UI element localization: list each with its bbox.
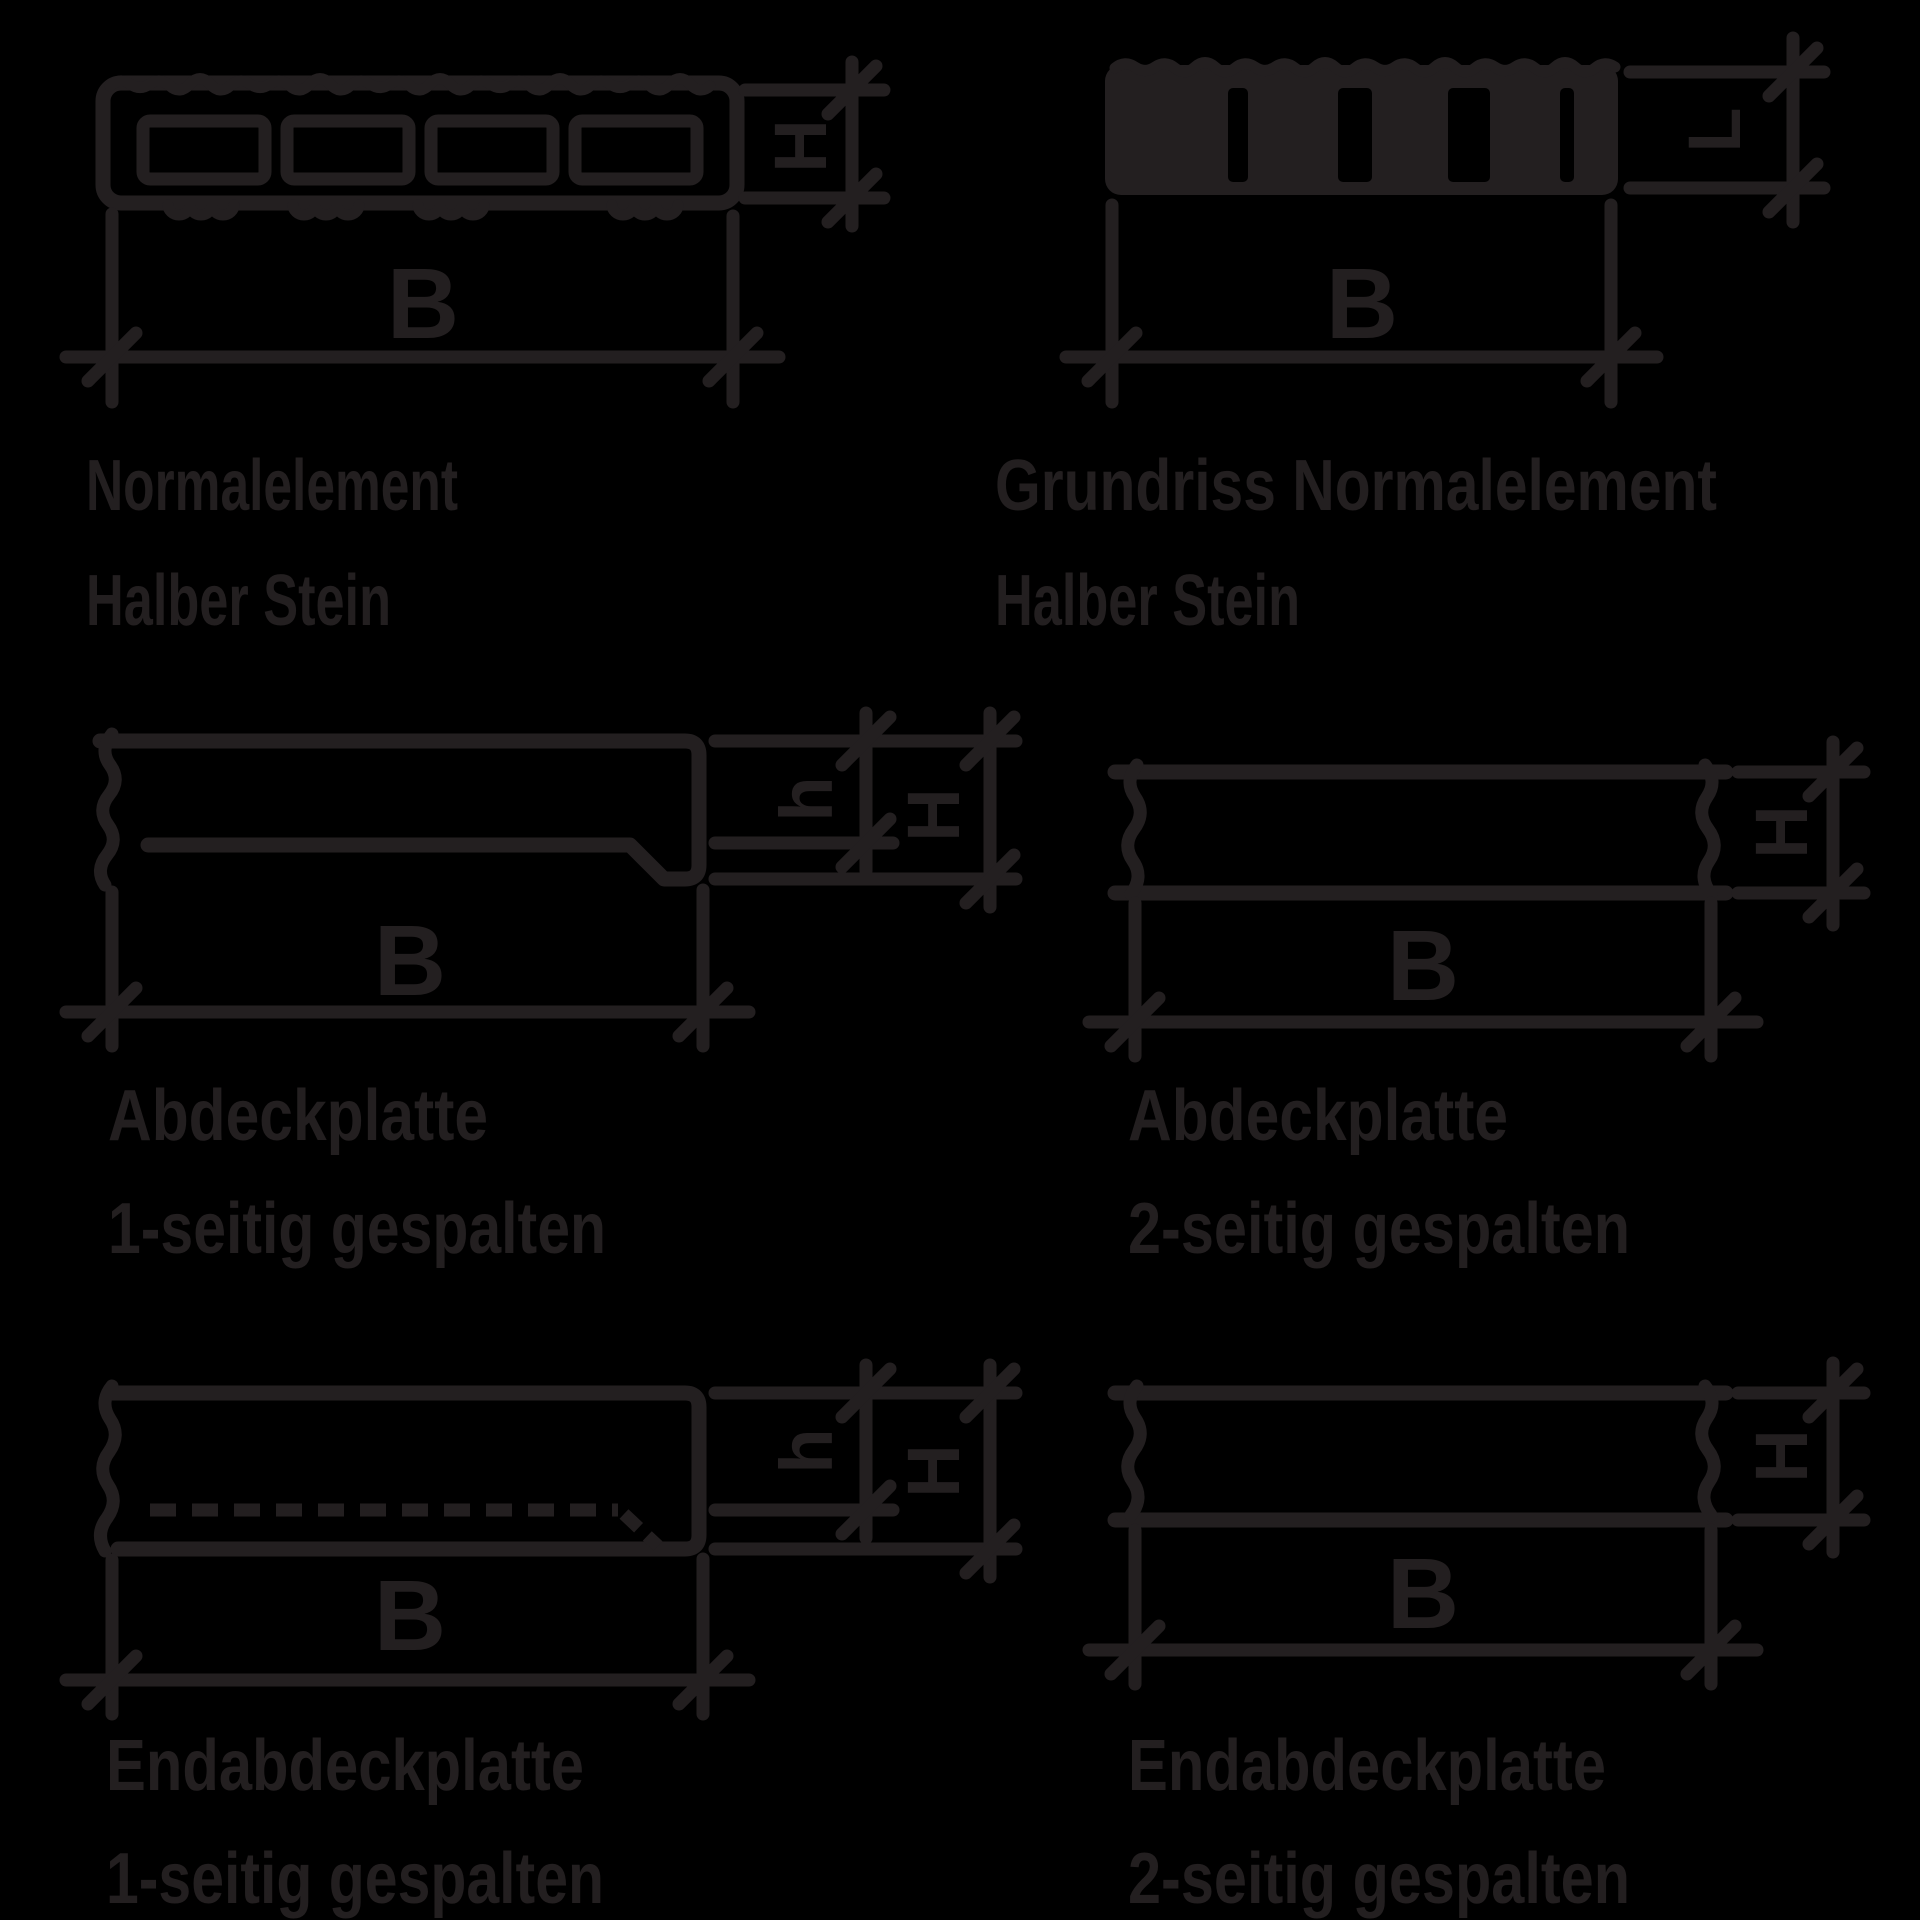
dimension-H — [745, 62, 884, 226]
dimension-B — [66, 890, 749, 1046]
diagram-grundriss-normalelement — [995, 38, 1824, 641]
dimension-B — [1089, 903, 1757, 1056]
dimension-B — [1066, 205, 1657, 402]
dim-label-B: B — [386, 248, 460, 360]
core-slot — [1338, 88, 1372, 182]
diagram-abdeckplatte-1-seitig — [66, 713, 1016, 1269]
core-hole — [575, 121, 697, 179]
dimension-B — [66, 1559, 749, 1714]
plate-outline — [112, 1393, 699, 1549]
caption-line-2: 1-seitig gespalten — [106, 1839, 604, 1919]
caption-line-1: Normalelement — [86, 446, 459, 526]
caption-line-2: 1-seitig gespalten — [108, 1189, 606, 1269]
core-slot — [1228, 88, 1248, 182]
core-slot — [1448, 88, 1490, 182]
dimension-H — [1738, 1363, 1864, 1552]
core-hole — [287, 121, 409, 179]
split-left-edge — [1128, 765, 1141, 894]
diagram-endabdeckplatte-1-seitig — [66, 1365, 1016, 1919]
caption-line-2: Halber Stein — [995, 561, 1300, 641]
caption-line-2: Halber Stein — [86, 561, 391, 641]
dim-label-H: H — [1739, 805, 1823, 859]
diagram-abdeckplatte-2-seitig — [1089, 742, 1864, 1269]
split-left-edge — [100, 1386, 115, 1551]
dim-label-B: B — [373, 1560, 447, 1672]
dim-label-H: H — [758, 119, 842, 173]
dimension-L — [1630, 38, 1824, 222]
dim-label-B: B — [373, 905, 447, 1017]
dim-label-H: H — [891, 1444, 975, 1498]
dimension-B — [66, 214, 779, 402]
diagram-endabdeckplatte-2-seitig — [1089, 1363, 1864, 1919]
split-right-edge — [1702, 1386, 1715, 1515]
caption-line-2: 2-seitig gespalten — [1128, 1839, 1630, 1919]
caption-line-1: Grundriss Normalelement — [995, 446, 1718, 526]
caption-line-1: Abdeckplatte — [108, 1076, 488, 1156]
dim-label-B: B — [1386, 910, 1460, 1022]
dim-label-H: H — [1739, 1429, 1823, 1483]
dimension-H — [1738, 742, 1864, 925]
dim-label-B: B — [1386, 1538, 1460, 1650]
caption-line-1: Abdeckplatte — [1128, 1076, 1508, 1156]
core-hole — [143, 121, 265, 179]
split-left-edge — [100, 734, 115, 885]
dim-label-h: h — [764, 776, 848, 822]
dim-label-h: h — [764, 1428, 848, 1474]
dim-label-H: H — [891, 788, 975, 842]
core-hole — [431, 121, 553, 179]
dim-label-B: B — [1325, 248, 1399, 360]
hidden-recess-diagonal — [624, 1514, 658, 1546]
caption-line-1: Endabdeckplatte — [1128, 1726, 1606, 1806]
dim-label-L: L — [1672, 107, 1756, 153]
dimension-B — [1089, 1530, 1757, 1684]
split-left-edge — [1128, 1386, 1141, 1515]
core-slot — [1560, 88, 1574, 182]
split-right-edge — [1702, 765, 1715, 894]
caption-line-1: Endabdeckplatte — [106, 1726, 584, 1806]
diagram-normalelement-cross-section — [66, 62, 884, 641]
plate-outline — [100, 741, 699, 879]
caption-line-2: 2-seitig gespalten — [1128, 1189, 1630, 1269]
